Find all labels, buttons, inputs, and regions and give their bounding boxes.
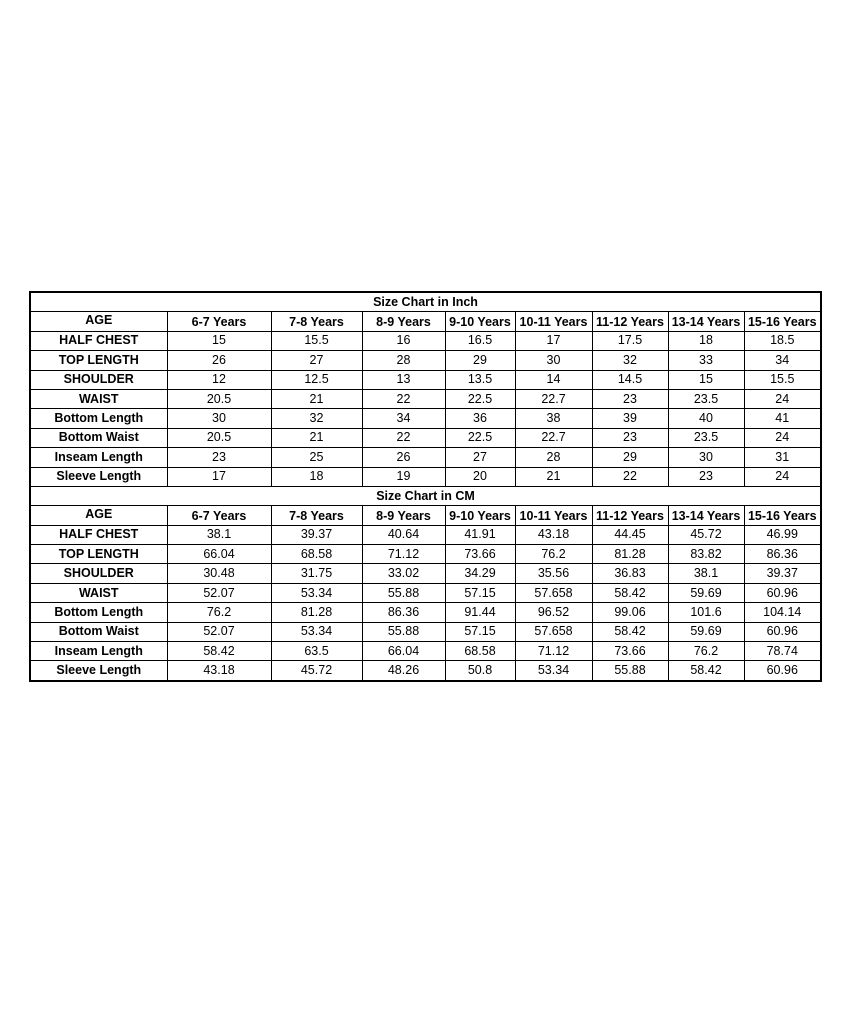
inch-value-cell: 16 bbox=[362, 331, 445, 350]
cm-value-cell: 57.15 bbox=[445, 583, 515, 602]
inch-value-cell: 34 bbox=[362, 409, 445, 428]
cm-value-cell: 38.1 bbox=[167, 525, 271, 544]
cm-row-label: Bottom Length bbox=[30, 603, 167, 622]
cm-value-cell: 86.36 bbox=[362, 603, 445, 622]
cm-value-cell: 60.96 bbox=[744, 661, 821, 681]
cm-value-cell: 36.83 bbox=[592, 564, 668, 583]
cm-chart-title: Size Chart in CM bbox=[30, 486, 821, 505]
inch-table-row bbox=[30, 351, 821, 370]
inch-value-cell: 21 bbox=[515, 467, 592, 486]
cm-value-cell: 76.2 bbox=[668, 642, 744, 661]
cm-table-row bbox=[30, 525, 821, 544]
cm-value-cell: 57.15 bbox=[445, 622, 515, 641]
cm-value-cell: 101.6 bbox=[668, 603, 744, 622]
cm-value-cell: 39.37 bbox=[744, 564, 821, 583]
inch-value-cell: 13.5 bbox=[445, 370, 515, 389]
inch-value-cell: 15.5 bbox=[744, 370, 821, 389]
inch-value-cell: 22.5 bbox=[445, 428, 515, 447]
cm-column-header: 9-10 Years bbox=[445, 506, 515, 525]
cm-column-header: 8-9 Years bbox=[362, 506, 445, 525]
cm-column-header: 15-16 Years bbox=[744, 506, 821, 525]
inch-value-cell: 18 bbox=[668, 331, 744, 350]
inch-value-cell: 21 bbox=[271, 389, 362, 408]
inch-value-cell: 36 bbox=[445, 409, 515, 428]
cm-value-cell: 58.42 bbox=[167, 642, 271, 661]
inch-value-cell: 24 bbox=[744, 389, 821, 408]
inch-value-cell: 23 bbox=[592, 428, 668, 447]
cm-table-row bbox=[30, 564, 821, 583]
inch-value-cell: 30 bbox=[515, 351, 592, 370]
inch-column-header: 8-9 Years bbox=[362, 312, 445, 331]
cm-table-row bbox=[30, 545, 821, 564]
size-chart-table bbox=[29, 291, 822, 682]
inch-value-cell: 32 bbox=[592, 351, 668, 370]
cm-table-row bbox=[30, 661, 821, 681]
inch-row-label: HALF CHEST bbox=[30, 331, 167, 350]
cm-value-cell: 63.5 bbox=[271, 642, 362, 661]
inch-chart-title: Size Chart in Inch bbox=[30, 292, 821, 312]
inch-value-cell: 34 bbox=[744, 351, 821, 370]
inch-column-header: 15-16 Years bbox=[744, 312, 821, 331]
inch-value-cell: 24 bbox=[744, 467, 821, 486]
cm-row-label: SHOULDER bbox=[30, 564, 167, 583]
inch-value-cell: 22 bbox=[592, 467, 668, 486]
cm-row-label: Bottom Waist bbox=[30, 622, 167, 641]
cm-value-cell: 34.29 bbox=[445, 564, 515, 583]
cm-value-cell: 53.34 bbox=[271, 622, 362, 641]
cm-value-cell: 43.18 bbox=[167, 661, 271, 681]
inch-table-row bbox=[30, 389, 821, 408]
cm-table-row bbox=[30, 642, 821, 661]
inch-value-cell: 27 bbox=[271, 351, 362, 370]
cm-column-header: 7-8 Years bbox=[271, 506, 362, 525]
inch-row-label: TOP LENGTH bbox=[30, 351, 167, 370]
inch-header-row bbox=[30, 312, 821, 331]
cm-value-cell: 76.2 bbox=[515, 545, 592, 564]
inch-value-cell: 26 bbox=[362, 448, 445, 467]
cm-value-cell: 58.42 bbox=[592, 583, 668, 602]
inch-value-cell: 23 bbox=[668, 467, 744, 486]
inch-value-cell: 17 bbox=[167, 467, 271, 486]
inch-table-row bbox=[30, 467, 821, 486]
cm-value-cell: 41.91 bbox=[445, 525, 515, 544]
cm-value-cell: 44.45 bbox=[592, 525, 668, 544]
inch-table-row bbox=[30, 409, 821, 428]
cm-table-row bbox=[30, 583, 821, 602]
cm-value-cell: 57.658 bbox=[515, 622, 592, 641]
inch-value-cell: 23.5 bbox=[668, 389, 744, 408]
inch-row-label: WAIST bbox=[30, 389, 167, 408]
cm-value-cell: 76.2 bbox=[167, 603, 271, 622]
cm-value-cell: 73.66 bbox=[592, 642, 668, 661]
inch-value-cell: 30 bbox=[668, 448, 744, 467]
inch-value-cell: 33 bbox=[668, 351, 744, 370]
cm-row-label: TOP LENGTH bbox=[30, 545, 167, 564]
cm-column-header: 11-12 Years bbox=[592, 506, 668, 525]
cm-value-cell: 38.1 bbox=[668, 564, 744, 583]
cm-column-header: 6-7 Years bbox=[167, 506, 271, 525]
inch-value-cell: 24 bbox=[744, 428, 821, 447]
inch-row-label: Sleeve Length bbox=[30, 467, 167, 486]
cm-value-cell: 45.72 bbox=[271, 661, 362, 681]
cm-value-cell: 48.26 bbox=[362, 661, 445, 681]
inch-value-cell: 15 bbox=[167, 331, 271, 350]
inch-row-label: SHOULDER bbox=[30, 370, 167, 389]
cm-value-cell: 60.96 bbox=[744, 583, 821, 602]
inch-value-cell: 23 bbox=[167, 448, 271, 467]
cm-value-cell: 52.07 bbox=[167, 583, 271, 602]
cm-value-cell: 55.88 bbox=[362, 583, 445, 602]
cm-value-cell: 66.04 bbox=[362, 642, 445, 661]
cm-value-cell: 81.28 bbox=[592, 545, 668, 564]
inch-value-cell: 20.5 bbox=[167, 428, 271, 447]
cm-value-cell: 43.18 bbox=[515, 525, 592, 544]
inch-value-cell: 14.5 bbox=[592, 370, 668, 389]
inch-value-cell: 22.7 bbox=[515, 428, 592, 447]
cm-value-cell: 39.37 bbox=[271, 525, 362, 544]
inch-value-cell: 15.5 bbox=[271, 331, 362, 350]
inch-column-header: 11-12 Years bbox=[592, 312, 668, 331]
inch-value-cell: 38 bbox=[515, 409, 592, 428]
inch-value-cell: 32 bbox=[271, 409, 362, 428]
inch-value-cell: 22.7 bbox=[515, 389, 592, 408]
inch-value-cell: 20.5 bbox=[167, 389, 271, 408]
inch-value-cell: 41 bbox=[744, 409, 821, 428]
inch-column-header: 13-14 Years bbox=[668, 312, 744, 331]
inch-value-cell: 19 bbox=[362, 467, 445, 486]
inch-table-row bbox=[30, 428, 821, 447]
cm-row-label: HALF CHEST bbox=[30, 525, 167, 544]
cm-value-cell: 52.07 bbox=[167, 622, 271, 641]
cm-value-cell: 71.12 bbox=[362, 545, 445, 564]
inch-value-cell: 13 bbox=[362, 370, 445, 389]
inch-table-row bbox=[30, 448, 821, 467]
inch-row-label: Bottom Length bbox=[30, 409, 167, 428]
inch-value-cell: 27 bbox=[445, 448, 515, 467]
cm-value-cell: 96.52 bbox=[515, 603, 592, 622]
cm-value-cell: 91.44 bbox=[445, 603, 515, 622]
inch-value-cell: 16.5 bbox=[445, 331, 515, 350]
cm-value-cell: 50.8 bbox=[445, 661, 515, 681]
cm-value-cell: 55.88 bbox=[592, 661, 668, 681]
inch-value-cell: 23.5 bbox=[668, 428, 744, 447]
inch-value-cell: 14 bbox=[515, 370, 592, 389]
inch-column-header: 6-7 Years bbox=[167, 312, 271, 331]
inch-value-cell: 15 bbox=[668, 370, 744, 389]
inch-value-cell: 12 bbox=[167, 370, 271, 389]
cm-column-header: 10-11 Years bbox=[515, 506, 592, 525]
inch-title-row bbox=[30, 292, 821, 312]
inch-value-cell: 21 bbox=[271, 428, 362, 447]
inch-value-cell: 39 bbox=[592, 409, 668, 428]
cm-value-cell: 35.56 bbox=[515, 564, 592, 583]
inch-value-cell: 17 bbox=[515, 331, 592, 350]
inch-table-row bbox=[30, 331, 821, 350]
inch-value-cell: 30 bbox=[167, 409, 271, 428]
cm-value-cell: 60.96 bbox=[744, 622, 821, 641]
size-chart-body bbox=[30, 292, 821, 681]
cm-table-row bbox=[30, 622, 821, 641]
cm-row-label: Inseam Length bbox=[30, 642, 167, 661]
inch-value-cell: 28 bbox=[362, 351, 445, 370]
inch-value-cell: 26 bbox=[167, 351, 271, 370]
cm-value-cell: 68.58 bbox=[271, 545, 362, 564]
cm-value-cell: 73.66 bbox=[445, 545, 515, 564]
size-chart-sheet bbox=[29, 291, 820, 682]
inch-value-cell: 18 bbox=[271, 467, 362, 486]
cm-header-row bbox=[30, 506, 821, 525]
cm-value-cell: 40.64 bbox=[362, 525, 445, 544]
cm-value-cell: 58.42 bbox=[592, 622, 668, 641]
cm-age-label: AGE bbox=[30, 506, 167, 525]
cm-value-cell: 58.42 bbox=[668, 661, 744, 681]
cm-value-cell: 59.69 bbox=[668, 583, 744, 602]
cm-value-cell: 33.02 bbox=[362, 564, 445, 583]
cm-value-cell: 66.04 bbox=[167, 545, 271, 564]
inch-row-label: Bottom Waist bbox=[30, 428, 167, 447]
cm-row-label: WAIST bbox=[30, 583, 167, 602]
cm-value-cell: 57.658 bbox=[515, 583, 592, 602]
inch-column-header: 9-10 Years bbox=[445, 312, 515, 331]
cm-value-cell: 83.82 bbox=[668, 545, 744, 564]
cm-value-cell: 53.34 bbox=[271, 583, 362, 602]
inch-value-cell: 31 bbox=[744, 448, 821, 467]
cm-value-cell: 59.69 bbox=[668, 622, 744, 641]
inch-value-cell: 20 bbox=[445, 467, 515, 486]
cm-value-cell: 68.58 bbox=[445, 642, 515, 661]
inch-age-label: AGE bbox=[30, 312, 167, 331]
cm-title-row bbox=[30, 486, 821, 505]
inch-value-cell: 29 bbox=[445, 351, 515, 370]
cm-value-cell: 30.48 bbox=[167, 564, 271, 583]
inch-value-cell: 18.5 bbox=[744, 331, 821, 350]
inch-column-header: 7-8 Years bbox=[271, 312, 362, 331]
cm-value-cell: 45.72 bbox=[668, 525, 744, 544]
cm-value-cell: 31.75 bbox=[271, 564, 362, 583]
inch-value-cell: 40 bbox=[668, 409, 744, 428]
inch-value-cell: 28 bbox=[515, 448, 592, 467]
inch-value-cell: 25 bbox=[271, 448, 362, 467]
cm-value-cell: 81.28 bbox=[271, 603, 362, 622]
cm-value-cell: 46.99 bbox=[744, 525, 821, 544]
inch-table-row bbox=[30, 370, 821, 389]
cm-value-cell: 104.14 bbox=[744, 603, 821, 622]
cm-column-header: 13-14 Years bbox=[668, 506, 744, 525]
inch-column-header: 10-11 Years bbox=[515, 312, 592, 331]
inch-value-cell: 23 bbox=[592, 389, 668, 408]
inch-value-cell: 22 bbox=[362, 389, 445, 408]
cm-value-cell: 86.36 bbox=[744, 545, 821, 564]
cm-value-cell: 99.06 bbox=[592, 603, 668, 622]
inch-value-cell: 22 bbox=[362, 428, 445, 447]
cm-row-label: Sleeve Length bbox=[30, 661, 167, 681]
cm-value-cell: 78.74 bbox=[744, 642, 821, 661]
inch-value-cell: 17.5 bbox=[592, 331, 668, 350]
cm-value-cell: 55.88 bbox=[362, 622, 445, 641]
cm-table-row bbox=[30, 603, 821, 622]
inch-value-cell: 29 bbox=[592, 448, 668, 467]
inch-value-cell: 22.5 bbox=[445, 389, 515, 408]
inch-value-cell: 12.5 bbox=[271, 370, 362, 389]
cm-value-cell: 71.12 bbox=[515, 642, 592, 661]
inch-row-label: Inseam Length bbox=[30, 448, 167, 467]
cm-value-cell: 53.34 bbox=[515, 661, 592, 681]
